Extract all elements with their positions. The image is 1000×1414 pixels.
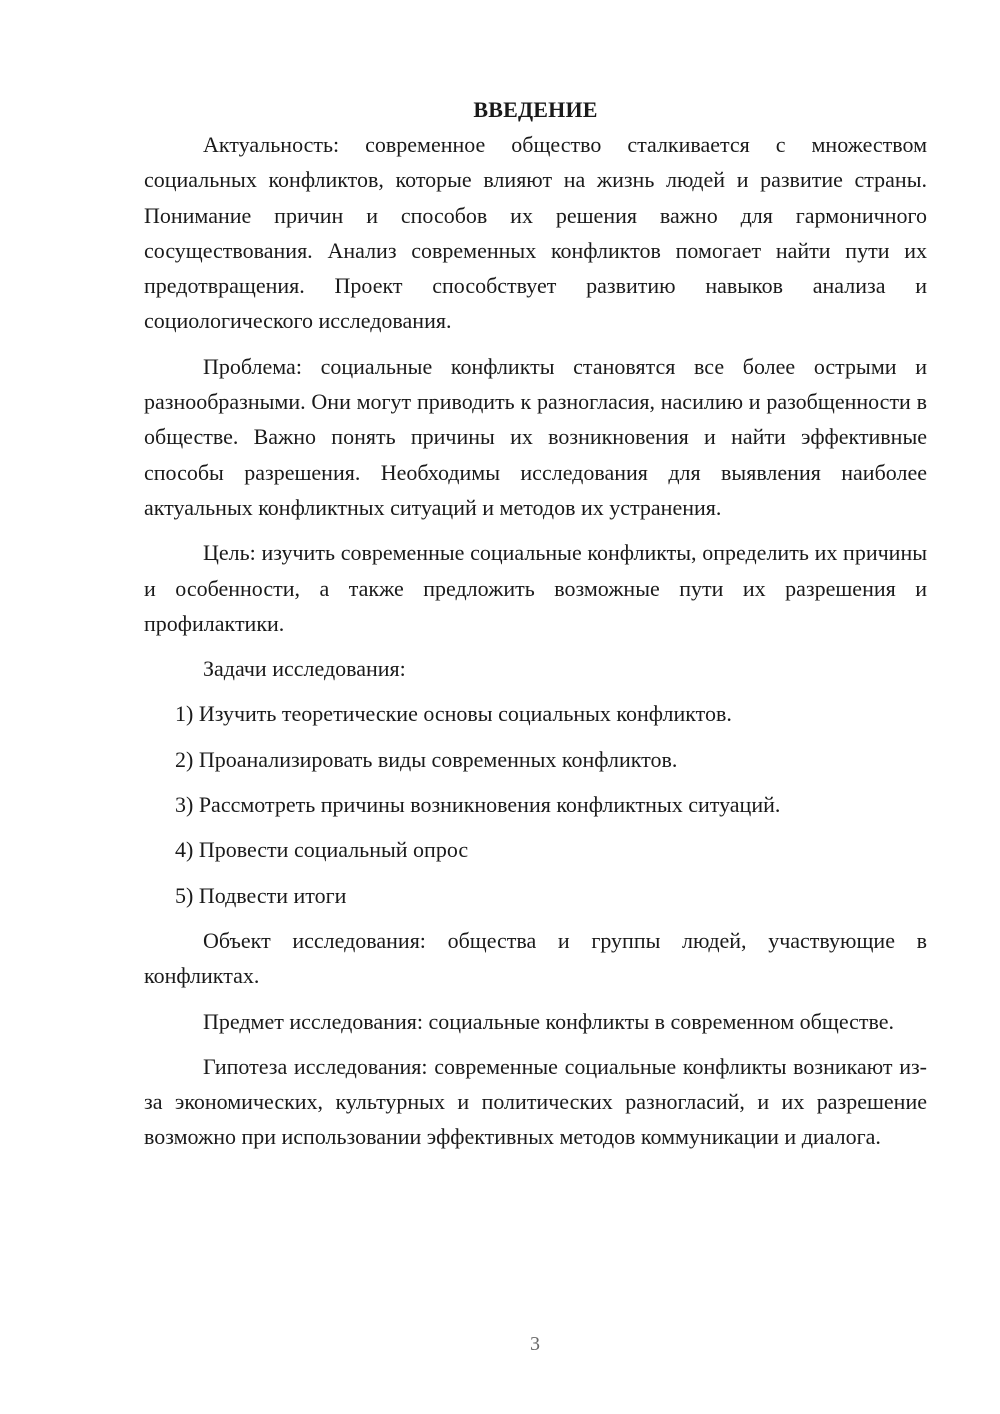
list-item: 3) Рассмотреть причины возникновения конфликтных ситуаций. [175, 792, 781, 818]
subject-paragraph: Предмет исследования: социальные конфликты в современном обществе. [203, 1008, 895, 1034]
hypothesis-paragraph: Гипотеза исследования: современные социальные конфликты возникают из-за экономических, культурных и политических разногласий, и их разрешение возможно при использовании эффективных методов коммуникации и диалога. [144, 1053, 927, 1150]
problem-paragraph: Проблема: социальные конфликты становятся все более острыми и разнообразными. Они могут приводить к разногласия, насилию и разобщенности в обществе. Важно понять причины их возникновения и найти эффективные способы разрешения. Необходимы исследования для выявления наиболее актуальных конфликтных ситуаций и методов их устранения. [144, 353, 927, 520]
list-item: 2) Проанализировать виды современных конфликтов. [175, 746, 678, 772]
list-item: 4) Провести социальный опрос [175, 837, 469, 863]
goal-paragraph: Цель: изучить современные социальные конфликты, определить их причины и особенности, а также предложить возможные пути их разрешения и профилактики. [144, 540, 927, 636]
tasks-heading: Задачи исследования: [203, 656, 406, 682]
page-number: 3 [530, 1333, 540, 1355]
object-paragraph: Объект исследования: общества и группы людей, участвующие в конфликтах. [144, 927, 927, 989]
list-item: 1) Изучить теоретические основы социальных конфликтов. [175, 701, 732, 727]
relevance-paragraph: Актуальность: современное общество сталкивается с множеством социальных конфликтов, которые влияют на жизнь людей и развитие страны. Понимание причин и способов их решения важно для гармоничного сосуществования. Анализ современных конфликтов помогает найти пути их предотвращения. Проект способствует развитию навыков анализа и социологического исследования. [144, 132, 927, 334]
list-item: 5) Подвести итоги [175, 882, 347, 908]
page-title: ВВЕДЕНИЕ [473, 97, 598, 122]
tasks-list [144, 696, 927, 912]
document-page [144, 92, 927, 1165]
